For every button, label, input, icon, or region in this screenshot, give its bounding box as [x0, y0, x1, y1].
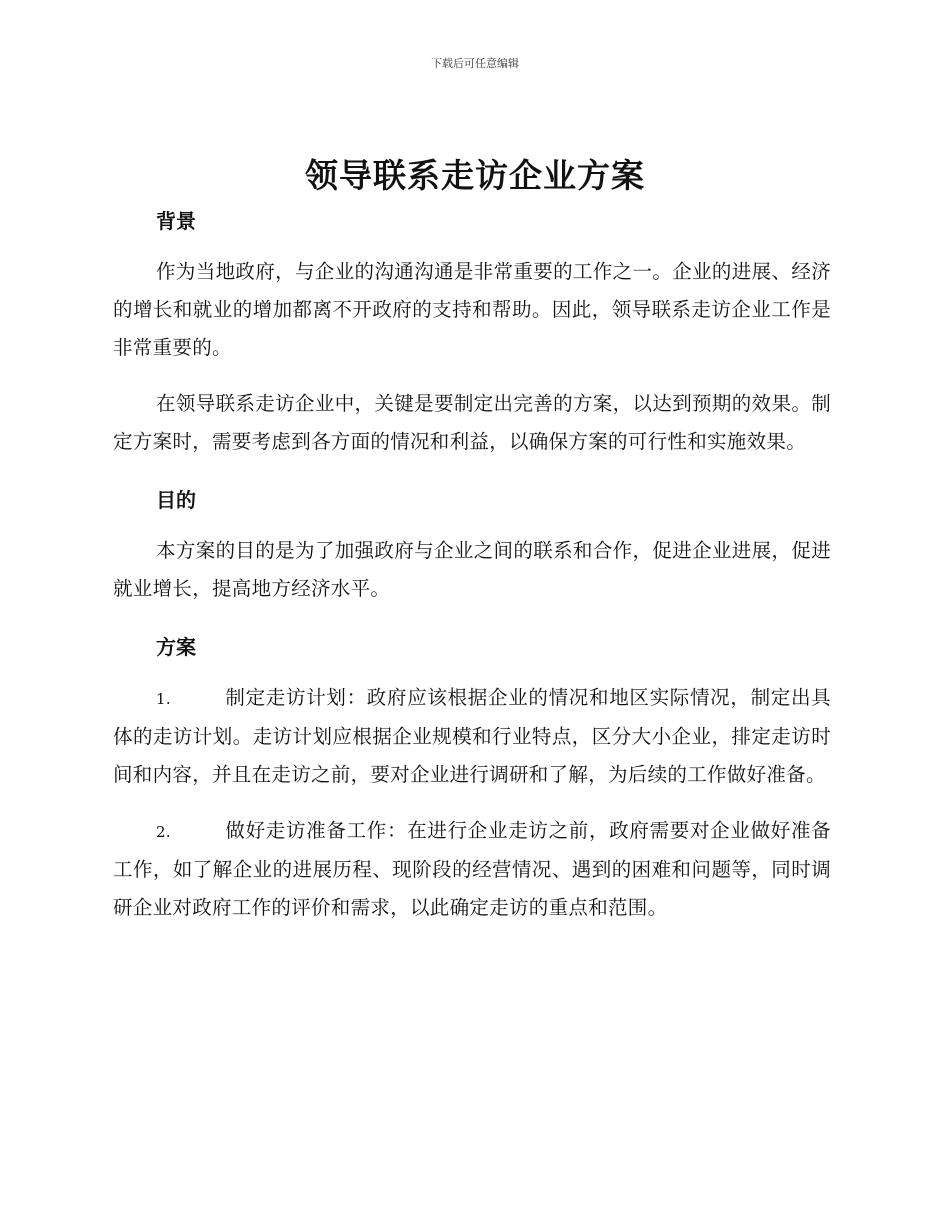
- document-title: 领导联系走访企业方案: [305, 156, 645, 195]
- paragraph: 作为当地政府，与企业的沟通沟通是非常重要的工作之一。企业的进展、经济的增长和就业的增加都离不开政府的支持和帮助。因此，领导联系走访企业工作是非常重要的。: [113, 260, 831, 359]
- header-note: 下载后可任意编辑: [431, 57, 519, 70]
- list-item: [113, 679, 831, 794]
- list-number: 1.: [156, 690, 171, 708]
- document-body: [113, 200, 831, 927]
- list-number: 2.: [156, 823, 171, 841]
- section-heading-purpose: 目的: [156, 488, 196, 512]
- section-heading-plan: 方案: [156, 635, 196, 659]
- list-item-text: 制定走访计划：政府应该根据企业的情况和地区实际情况，制定出具体的走访计划。走访计划应根据企业规模和行业特点，区分大小企业，排定走访时间和内容，并且在走访之前，要对企业进行调研和了解，为后续的工作做好准备。: [113, 686, 831, 786]
- list-item: [113, 812, 831, 927]
- paragraph: 本方案的目的是为了加强政府与企业之间的联系和合作，促进企业进展，促进就业增长，提高地方经济水平。: [113, 539, 831, 600]
- list-item-text: 做好走访准备工作：在进行企业走访之前，政府需要对企业做好准备工作，如了解企业的进展历程、现阶段的经营情况、遇到的困难和问题等，同时调研企业对政府工作的评价和需求，以此确定走访的重点和范围。: [113, 819, 831, 919]
- section-heading-background: 背景: [156, 209, 196, 233]
- paragraph: 在领导联系走访企业中，关键是要制定出完善的方案，以达到预期的效果。制定方案时，需要考虑到各方面的情况和利益，以确保方案的可行性和实施效果。: [113, 392, 831, 453]
